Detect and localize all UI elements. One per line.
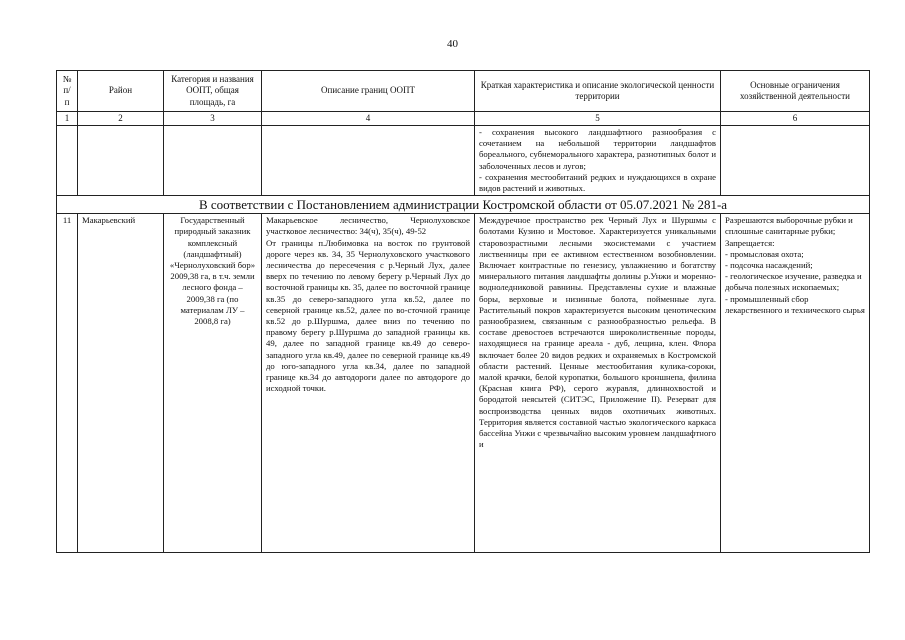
restriction-item: - промысловая охота; (725, 248, 804, 259)
header-category: Категория и названия ООПТ, общая площадь, га (164, 71, 262, 112)
header-restrictions: Основные ограничения хозяйственной деятельности (721, 71, 870, 112)
borders-paragraph: От границы п.Любимовка на восток по грунтовой дороге через кв. 34, 35 Чернолуховского участкового лесничества до пересечения с р.Черный Лух, далее вверх по течению по левому берегу р.Черный Лух до восточной границы кв. 35, далее по восточной границе кв.35 до северо-западного угла кв.52, далее по северной границе кв.52, далее по во-сточной границе кв.52 до р.Шуршма, далее вниз по течению по правому берегу р.Шуршма до западной границы кв. 49, далее по западной границе кв.49 до северо-западного угла кв.49, далее по северной границе кв.49 до юго-западного угла кв.34, далее по западной границе кв.34 до автодороги далее по автодороге до исходной точки. (266, 237, 470, 394)
table-cell (262, 126, 475, 196)
continuation-description-cell (475, 126, 721, 196)
header-district: Район (78, 71, 164, 112)
column-number: 3 (164, 112, 262, 126)
continuation-row (57, 126, 870, 196)
table-cell (164, 126, 262, 196)
district-cell: Макарьевский (78, 214, 164, 553)
table-header-row (57, 71, 870, 112)
borders-cell (262, 214, 475, 553)
restriction-item: - геологическое изучение, разведка и добыча полезных ископаемых; (725, 271, 862, 293)
continuation-paragraph: - сохранения высокого ландшафтного разнообразия с сочетанием на небольшой территории ландшафтов бореального, субнеморального характера, разнотипных болот и заболоченных лесов и лугов; (479, 127, 716, 171)
section-title-row (57, 196, 870, 214)
page-number: 40 (447, 38, 458, 50)
column-number-row (57, 112, 870, 126)
restriction-item: Разрешаются выборочные рубки и сплошные санитарные рубки; (725, 215, 853, 237)
header-borders: Описание границ ООПТ (262, 71, 475, 112)
restriction-item: - подсочка насаждений; (725, 260, 813, 271)
header-description: Краткая характеристика и описание экологической ценности территории (475, 71, 721, 112)
column-number: 1 (57, 112, 78, 126)
table-cell (78, 126, 164, 196)
description-cell (475, 214, 721, 553)
table-cell (57, 126, 78, 196)
restrictions-cell (721, 214, 870, 553)
restriction-item: - промышленный сбор лекарственного и технического сырья (725, 293, 865, 315)
category-cell: Государственный природный заказник комплексный (ландшафтный) «Чернолуховский бор» 2009,38 га, в т.ч. земли лесного фонда – 2009,38 га (по материалам ЛУ – 2008,8 га) (164, 214, 262, 553)
section-title: В соответствии с Постановлением администрации Костромской области от 05.07.2021 № 281-а (57, 196, 870, 214)
protected-areas-table (56, 70, 870, 553)
table-cell (721, 126, 870, 196)
column-number: 6 (721, 112, 870, 126)
table-row-11 (57, 214, 870, 553)
column-number: 2 (78, 112, 164, 126)
description-text: Междуречное пространство рек Черный Лух и Шуршмы с болотами Кузино и Мостовое. Характеризуется уникальными старовозрастными лесными экосистемами с участием лиственницы при ее активном естественном возобновлении. Включает контрастные по генезису, увлажнению и богатству минерального питания ландшафты долины р.Унжи и моренно-водноледниковой равнины. Представлены сухие и влажные боры, верховые и низинные болота, пойменные луга. Растительный покров характеризуется высоким ценотическим разнообразием, связанным с разнообразностью рельефа. В составе древостоев встречаются широколиственные породы, находящиеся на границе ареала - дуб, лещина, клен. Флора включает более 20 видов редких и охраняемых в Костромской области растений. Ценные местообитания кулика-сороки, малой крачки, белой куропатки, большого кроншнепа, филина (Красная книга РФ), серого журавля, длиннохвостой и бородатой неясытей (СИТЭС, Приложение II). Резерват для воспроизводства ценных видов охотничьих животных. Территория является составной частью экологического каркаса бассейна Унжи с чрезвычайно высоким уровнем ландшафтного и (479, 215, 716, 450)
borders-paragraph: Макарьевское лесничество, Чернолуховское участковое лесничество: 34(ч), 35(ч), 49-52 (266, 215, 470, 237)
continuation-paragraph: - сохранения местообитаний редких и нуждающихся в охране видов растений и животных. (479, 171, 716, 194)
column-number: 4 (262, 112, 475, 126)
column-number: 5 (475, 112, 721, 126)
row-number: 11 (57, 214, 78, 553)
restriction-item: Запрещается: (725, 237, 775, 248)
header-number: № п/п (57, 71, 78, 112)
